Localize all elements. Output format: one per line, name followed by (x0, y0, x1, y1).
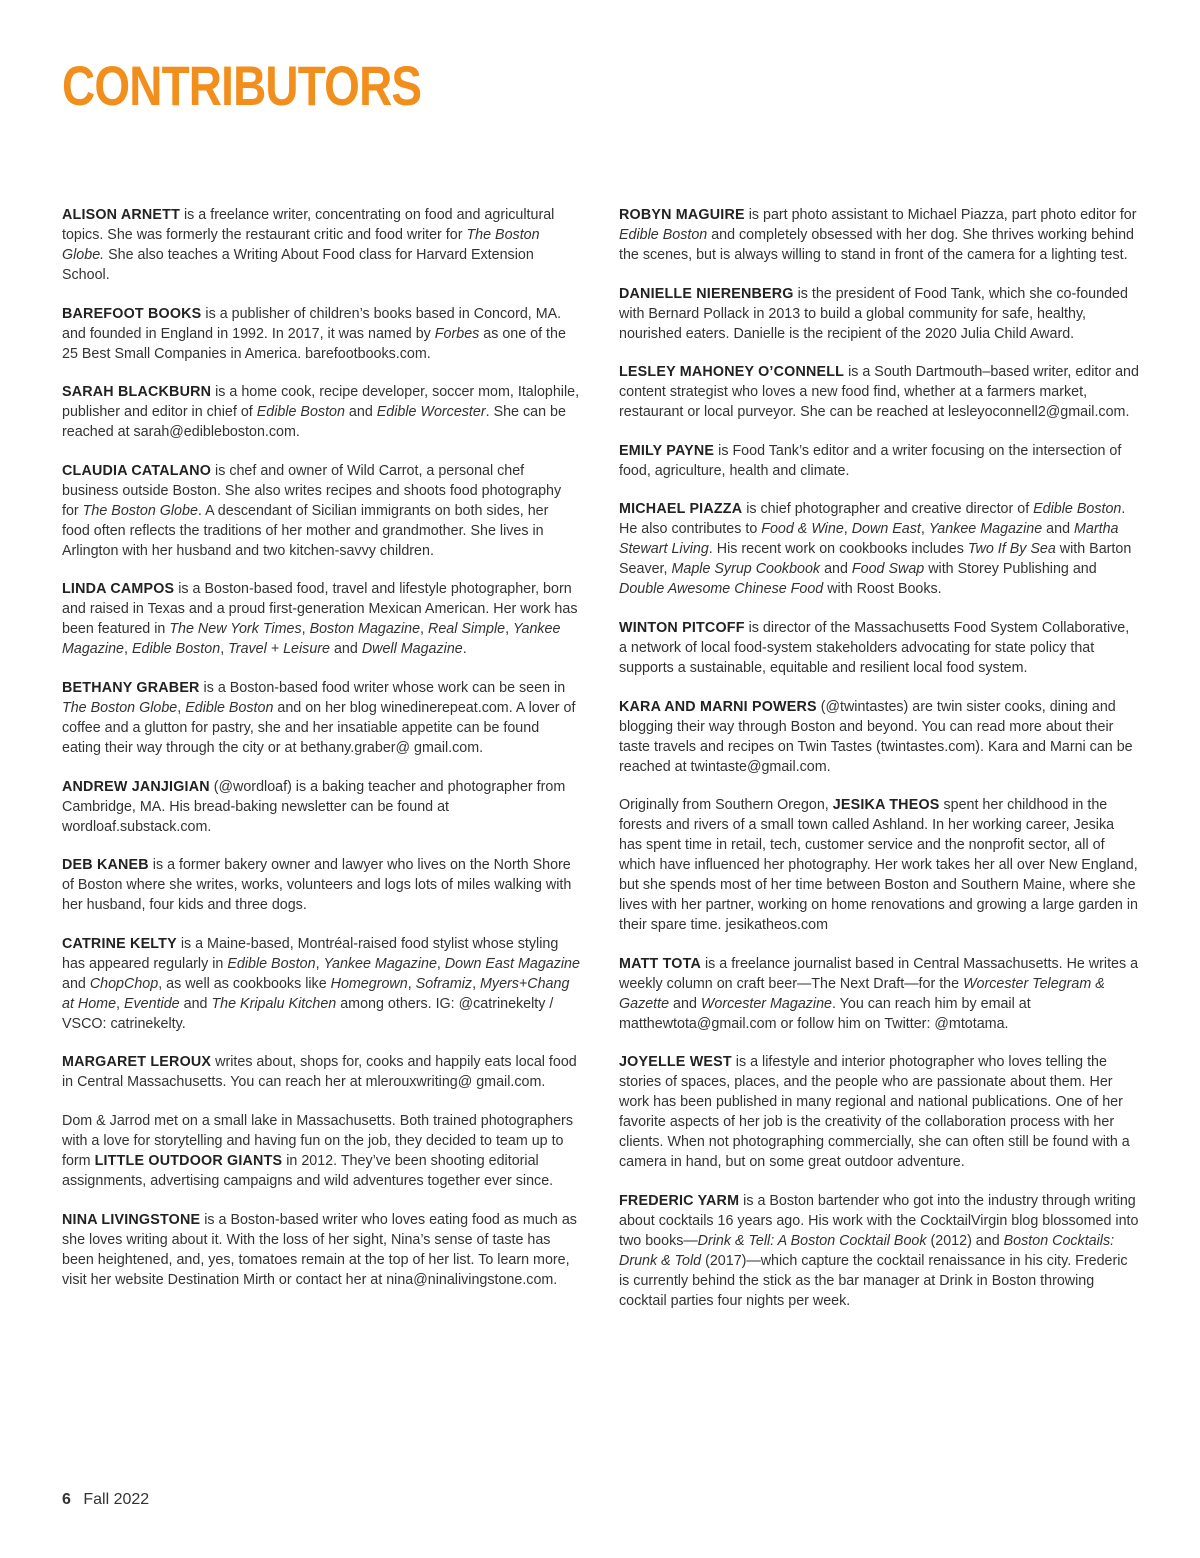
bio-text: . He also contributes to (619, 501, 1126, 538)
bio-text: and (820, 561, 852, 578)
contributor-name: EMILY PAYNE (619, 442, 715, 459)
bio-text: (@wordloaf) is a baking teacher and photographer from Cambridge, MA. His bread-baking newsletter can be found at wordloaf.substack.com. (62, 778, 566, 835)
bio-text: is a Boston-based writer who loves eating food as much as she loves writing about it. With the loss of her sight, Nina’s sense of taste has been heightened, and, yes, tomatoes remain at the top of her list. To learn more, visit her website Destination Mirth or contact her at nina@ninalivingstone.com. (62, 1211, 577, 1288)
contributor-name: WINTON PITCOFF (619, 619, 745, 636)
bio-text: (2012) and (926, 1232, 1004, 1249)
contributor-name: DANIELLE NIERENBERG (619, 285, 794, 302)
contributor-bio (619, 1052, 1141, 1172)
bio-text: and (344, 404, 377, 421)
bio-text: Originally from Southern Oregon, (619, 797, 833, 814)
bio-text: is Food Tank’s editor and a writer focusing on the intersection of food, agriculture, health and climate. (619, 442, 1122, 479)
bio-text: is a lifestyle and interior photographer who loves telling the stories of spaces, places, and the people who are passionate about them. Her work has been published in many regional and national publications. One of her favorite aspects of her job is the creativity of the collaboration process with her clients. When not photographing commercially, she can often still be found with a camera in hand, but on some great outdoor adventure. (619, 1054, 1130, 1171)
page-title: CONTRIBUTORS (62, 54, 422, 117)
publication-title: The New York Times (169, 621, 302, 638)
publication-title: The Boston Globe (82, 502, 198, 519)
bio-text: is a former bakery owner and lawyer who lives on the North Shore of Boston where she writes, works, volunteers and logs lots of miles walking with her husband, four kids and three dogs. (62, 857, 572, 914)
publication-title: Maple Syrup Cookbook (671, 561, 821, 578)
publication-title: Real Simple (428, 621, 506, 638)
publication-title: Edible Boston (619, 227, 708, 243)
contributor-bio (619, 499, 1141, 599)
contributor-name: JOYELLE WEST (619, 1054, 732, 1071)
publication-title: Edible Boston (256, 404, 345, 421)
publication-title: Edible Boston (131, 641, 221, 658)
contributor-bio (62, 678, 580, 758)
bio-text: , (407, 975, 416, 992)
contributor-name: MARGARET LEROUX (62, 1054, 212, 1071)
contributor-bio (619, 954, 1141, 1034)
publication-title: The Boston Globe (62, 699, 178, 716)
contributor-bio (62, 304, 580, 364)
contributor-name: BETHANY GRABER (62, 679, 200, 696)
bio-text: is a freelance journalist based in Central Massachusetts. He writes a weekly column on craft beer—The Next Draft—for the (619, 955, 1139, 992)
bio-text: . She can be reached at sarah@edibleboston.com. (62, 404, 566, 441)
contributor-bio (619, 205, 1141, 265)
left-column (62, 205, 580, 1308)
bio-text: is a freelance writer, concentrating on food and agricultural topics. She was formerly the restaurant critic and food writer for (62, 207, 555, 243)
contributor-name: KARA AND MARNI POWERS (619, 698, 817, 715)
publication-title: Yankee Magazine (62, 621, 561, 658)
publication-title: Food & Wine (761, 521, 844, 538)
contributor-bio (619, 795, 1141, 935)
publication-title: The Boston Globe. (62, 227, 540, 263)
contributor-name: ANDREW JANJIGIAN (62, 778, 210, 795)
contributor-bio (619, 697, 1141, 777)
bio-text: is a Boston bartender who got into the industry through writing about cocktails 16 years ago. His work with the CocktailVirgin blog blossomed into two books— (619, 1192, 1139, 1249)
contributor-name: MICHAEL PIAZZA (619, 501, 743, 518)
contributor-bio (62, 934, 580, 1034)
bio-text: as one of the 25 Best Small Companies in America. barefootbooks.com. (62, 325, 566, 362)
bio-text: . (462, 641, 467, 658)
bio-text: . You can reach him by email at matthewtota@gmail.com or follow him on Twitter: @mtotama. (619, 995, 1031, 1032)
bio-text: , (920, 521, 929, 538)
publication-title: Boston Magazine (309, 621, 421, 638)
bio-text: (2017)—which capture the cocktail renaissance in his city. Frederic is currently behind the stick as the bar manager at Drink in Boston throwing cocktail parties four nights per week. (619, 1252, 1128, 1309)
publication-title: Down East (851, 521, 921, 538)
contributor-name: LITTLE OUTDOOR GIANTS (94, 1152, 283, 1169)
bio-text: , (177, 699, 186, 716)
publication-title: Food Swap (851, 561, 925, 578)
publication-title: Edible Worcester (376, 404, 486, 421)
bio-text: is the president of Food Tank, which she co-founded with Bernard Pollack in 2013 to build a global community for safe, healthy, nourished eaters. Danielle is the recipient of the 2020 Julia Child Award. (619, 285, 1128, 342)
bio-text: , (505, 621, 514, 638)
contributor-name: MATT TOTA (619, 955, 702, 972)
bio-text: is a Boston-based food writer whose work can be seen in (199, 679, 566, 696)
publication-title: Two If By Sea (967, 541, 1056, 558)
contributor-name: CATRINE KELTY (62, 935, 177, 952)
publication-title: Travel + Leisure (228, 641, 330, 658)
contributor-bio (62, 1111, 580, 1191)
bio-text: , as well as cookbooks like (158, 975, 331, 992)
contributor-bio (619, 1191, 1141, 1311)
contributor-name: BAREFOOT BOOKS (62, 305, 202, 322)
contributor-name: DEB KANEB (62, 857, 149, 874)
publication-title: Edible Boston (185, 699, 274, 716)
page-footer (62, 1490, 149, 1510)
bio-text: and completely obsessed with her dog. She thrives working behind the scenes, but is always willing to stand in front of the camera for a lighting test. (619, 227, 1135, 263)
bio-text: Dom & Jarrod met on a small lake in Massachusetts. Both trained photographers with a love for storytelling and having fun on the job, they decided to team up to form (62, 1112, 573, 1169)
bio-text: , (420, 621, 428, 638)
contributor-name: LINDA CAMPOS (62, 581, 175, 598)
bio-text: is a South Dartmouth–based writer, editor and content strategist who loves a new food find, whether at a farmers market, restaurant or local purveyor. She can be reached at lesleyoconnell2@gmail.com. (619, 364, 1139, 421)
bio-text: , (843, 521, 852, 538)
contributor-bio (62, 1210, 580, 1290)
bio-text: , (301, 621, 310, 638)
bio-text: is director of the Massachusetts Food System Collaborative, a network of local food-system stakeholders advocating for state policy that supports a sustainable, equitable and resilient local food system. (619, 619, 1130, 676)
bio-text: , (220, 641, 229, 658)
contributor-bio (62, 461, 580, 561)
bio-text: among others. IG: @catrinekelty / VSCO: catrinekelty. (62, 995, 554, 1032)
bio-text: is a Maine-based, Montréal-raised food stylist whose styling has appeared regularly in (62, 935, 559, 972)
bio-text: is chef and owner of Wild Carrot, a personal chef business outside Boston. She also writes recipes and shoots food photography for (62, 462, 562, 519)
contributor-name: CLAUDIA CATALANO (62, 462, 212, 479)
bio-text: with Storey Publishing and (924, 561, 1097, 578)
contributor-name: ROBYN MAGUIRE (619, 207, 745, 223)
contributor-bio (62, 579, 580, 659)
bio-text: , (124, 641, 132, 658)
bio-text: She also teaches a Writing About Food class for Harvard Extension School. (62, 247, 534, 283)
publication-title: Dwell Magazine (361, 641, 463, 658)
publication-title: Martha Stewart Living (619, 521, 1119, 558)
issue-label: Fall 2022 (83, 1491, 150, 1508)
publication-title: Boston Cocktails: Drunk & Told (619, 1232, 1115, 1269)
contributor-bio (619, 618, 1141, 678)
bio-text: is a home cook, recipe developer, soccer mom, Italophile, publisher and editor in chief of (62, 384, 580, 421)
bio-text: writes about, shops for, cooks and happily eats local food in Central Massachusetts. You can reach her at mlerouxwriting@ gmail.com. (62, 1054, 577, 1091)
bio-text: and (330, 641, 362, 658)
contributor-bio (619, 284, 1141, 344)
bio-text: , (472, 975, 481, 992)
publication-title: Forbes (434, 325, 480, 342)
publication-title: The Kripalu Kitchen (211, 995, 337, 1012)
publication-title: Soframiz (415, 975, 473, 992)
publication-title: Edible Boston (227, 955, 316, 972)
contributor-bio (619, 441, 1141, 481)
contributor-name: SARAH BLACKBURN (62, 384, 212, 401)
publication-title: Eventide (124, 995, 180, 1012)
publication-title: Drink & Tell: A Boston Cocktail Book (697, 1232, 927, 1249)
contributor-name: NINA LIVINGSTONE (62, 1211, 201, 1228)
contributor-name: ALISON ARNETT (62, 207, 181, 223)
bio-text: is a publisher of children’s books based in Concord, MA. and founded in England in 1992. In 2017, it was named by (62, 305, 562, 342)
publication-title: Yankee Magazine (928, 521, 1043, 538)
bio-text: , (116, 995, 124, 1012)
bio-text: spent her childhood in the forests and rivers of a small town called Ashland. In her working career, Jesika has spent time in retail, tech, customer service and the nonprofit sector, all of which have influenced her photography. Her work takes her all over New England, but she spends most of her time between Boston and Southern Maine, where she lives with her partner, working on home renovations and growing a large garden in their spare time. jesikatheos.com (619, 797, 1138, 934)
publication-title: Worcester Magazine (700, 995, 832, 1012)
page-number: 6 (62, 1491, 71, 1508)
publication-title: Myers+Chang at Home (62, 975, 570, 1012)
contributor-bio (619, 362, 1141, 422)
bio-text: (@twintastes) are twin sister cooks, dining and blogging their way through Boston and beyond. You can read more about their taste travels and recipes on Twin Tastes (twintastes.com). Kara and Marni can be reached at twintaste@gmail.com. (619, 698, 1133, 775)
bio-text: and (669, 995, 701, 1012)
bio-text: with Barton Seaver, (619, 541, 1132, 578)
bio-text: and (179, 995, 212, 1012)
bio-text: . His recent work on cookbooks includes (708, 541, 968, 558)
publication-title: Yankee Magazine (323, 955, 437, 972)
bio-text: , (315, 955, 324, 972)
publication-title: Homegrown (330, 975, 408, 992)
bio-text: is part photo assistant to Michael Piazza, part photo editor for (744, 207, 1137, 223)
contributor-bio (62, 777, 580, 837)
publication-title: Worcester Telegram & Gazette (619, 975, 1105, 1012)
bio-text: is a Boston-based food, travel and lifestyle photographer, born and raised in Texas and a proud first-generation Mexican American. Her work has been featured in (62, 581, 578, 638)
contributor-name: JESIKA THEOS (832, 797, 940, 814)
publication-title: Edible Boston (1033, 501, 1122, 518)
contributor-name: LESLEY MAHONEY O’CONNELL (619, 364, 845, 381)
bio-text: in 2012. They’ve been shooting editorial assignments, advertising campaigns and wild adventures together ever since. (62, 1152, 554, 1189)
publication-title: Down East Magazine (444, 955, 580, 972)
contributor-bio (62, 205, 580, 285)
contributor-bio (62, 382, 580, 442)
contributor-bio (62, 1052, 580, 1092)
contributor-bio (62, 855, 580, 915)
publication-title: ChopChop (89, 975, 159, 992)
bio-text: is chief photographer and creative director of (742, 501, 1034, 518)
right-column (619, 205, 1141, 1330)
bio-text: . A descendant of Sicilian immigrants on both sides, her food often reflects the traditions of her mother and grandmother. She lives in Arlington with her husband and two kitchen-savvy children. (62, 502, 549, 559)
bio-text: and (62, 975, 90, 992)
publication-title: Double Awesome Chinese Food (619, 581, 824, 598)
bio-text: with Roost Books. (823, 581, 942, 598)
bio-text: and on her blog winedinerepeat.com. A lover of coffee and a glutton for pastry, she and her insatiable appetite can be found eating their way through the city or at bethany.graber@ gmail.com. (62, 699, 576, 756)
bio-text: , (436, 955, 445, 972)
bio-text: and (1042, 521, 1075, 538)
contributor-name: FREDERIC YARM (619, 1192, 740, 1209)
